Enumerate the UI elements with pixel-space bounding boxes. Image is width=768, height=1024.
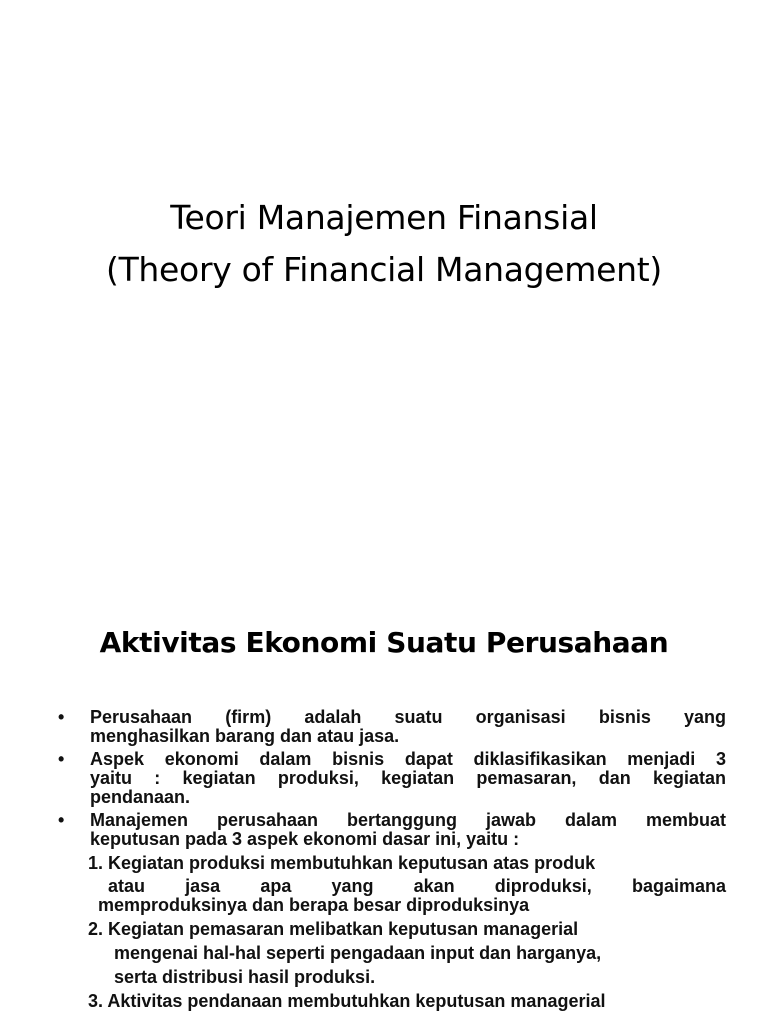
bullet-icon: •: [58, 749, 65, 769]
numbered-line: 3. Aktivitas pendanaan membutuhkan keputusan managerial: [88, 991, 606, 1011]
bullet-icon: •: [58, 707, 65, 727]
bullet-line: Manajemen perusahaan bertanggung jawab dalam membuat: [90, 810, 726, 830]
numbered-line: 2. Kegiatan pemasaran melibatkan keputusan managerial: [88, 919, 579, 939]
bullet-line: Perusahaan (firm) adalah suatu organisasi bisnis yang: [90, 707, 726, 727]
title-line-2: (Theory of Financial Management): [106, 250, 662, 289]
numbered-line: mengenai hal-hal seperti pengadaan input dan harganya,: [114, 943, 602, 963]
numbered-line: memproduksinya dan berapa besar diproduksinya: [98, 895, 530, 915]
title-line-1: Teori Manajemen Finansial: [170, 198, 598, 237]
bullet-item: [0, 750, 768, 807]
bullet-line: pendanaan.: [90, 787, 191, 807]
bullet-item: [0, 708, 768, 746]
bullet-line: yaitu : kegiatan produksi, kegiatan pemasaran, dan kegiatan: [90, 768, 726, 788]
bullet-line: menghasilkan barang dan atau jasa.: [90, 726, 400, 746]
numbered-item: [0, 920, 768, 987]
numbered-item: [0, 992, 768, 1011]
bullet-icon: •: [58, 810, 65, 830]
bullet-line: keputusan pada 3 aspek ekonomi dasar ini, yaitu :: [90, 829, 520, 849]
slide-title: [0, 192, 768, 296]
slide-heading: Aktivitas Ekonomi Suatu Perusahaan: [99, 626, 669, 659]
numbered-line: serta distribusi hasil produksi.: [114, 967, 376, 987]
numbered-line: 1. Kegiatan produksi membutuhkan keputusan atas produk: [88, 853, 596, 873]
numbered-line: atau jasa apa yang akan diproduksi, bagaimana: [108, 876, 726, 896]
bullet-item: [0, 811, 768, 849]
bullet-line: Aspek ekonomi dalam bisnis dapat diklasifikasikan menjadi 3: [90, 749, 726, 769]
content-slide: [0, 576, 768, 1024]
slide-body: [0, 708, 768, 1011]
numbered-item: [0, 854, 768, 915]
